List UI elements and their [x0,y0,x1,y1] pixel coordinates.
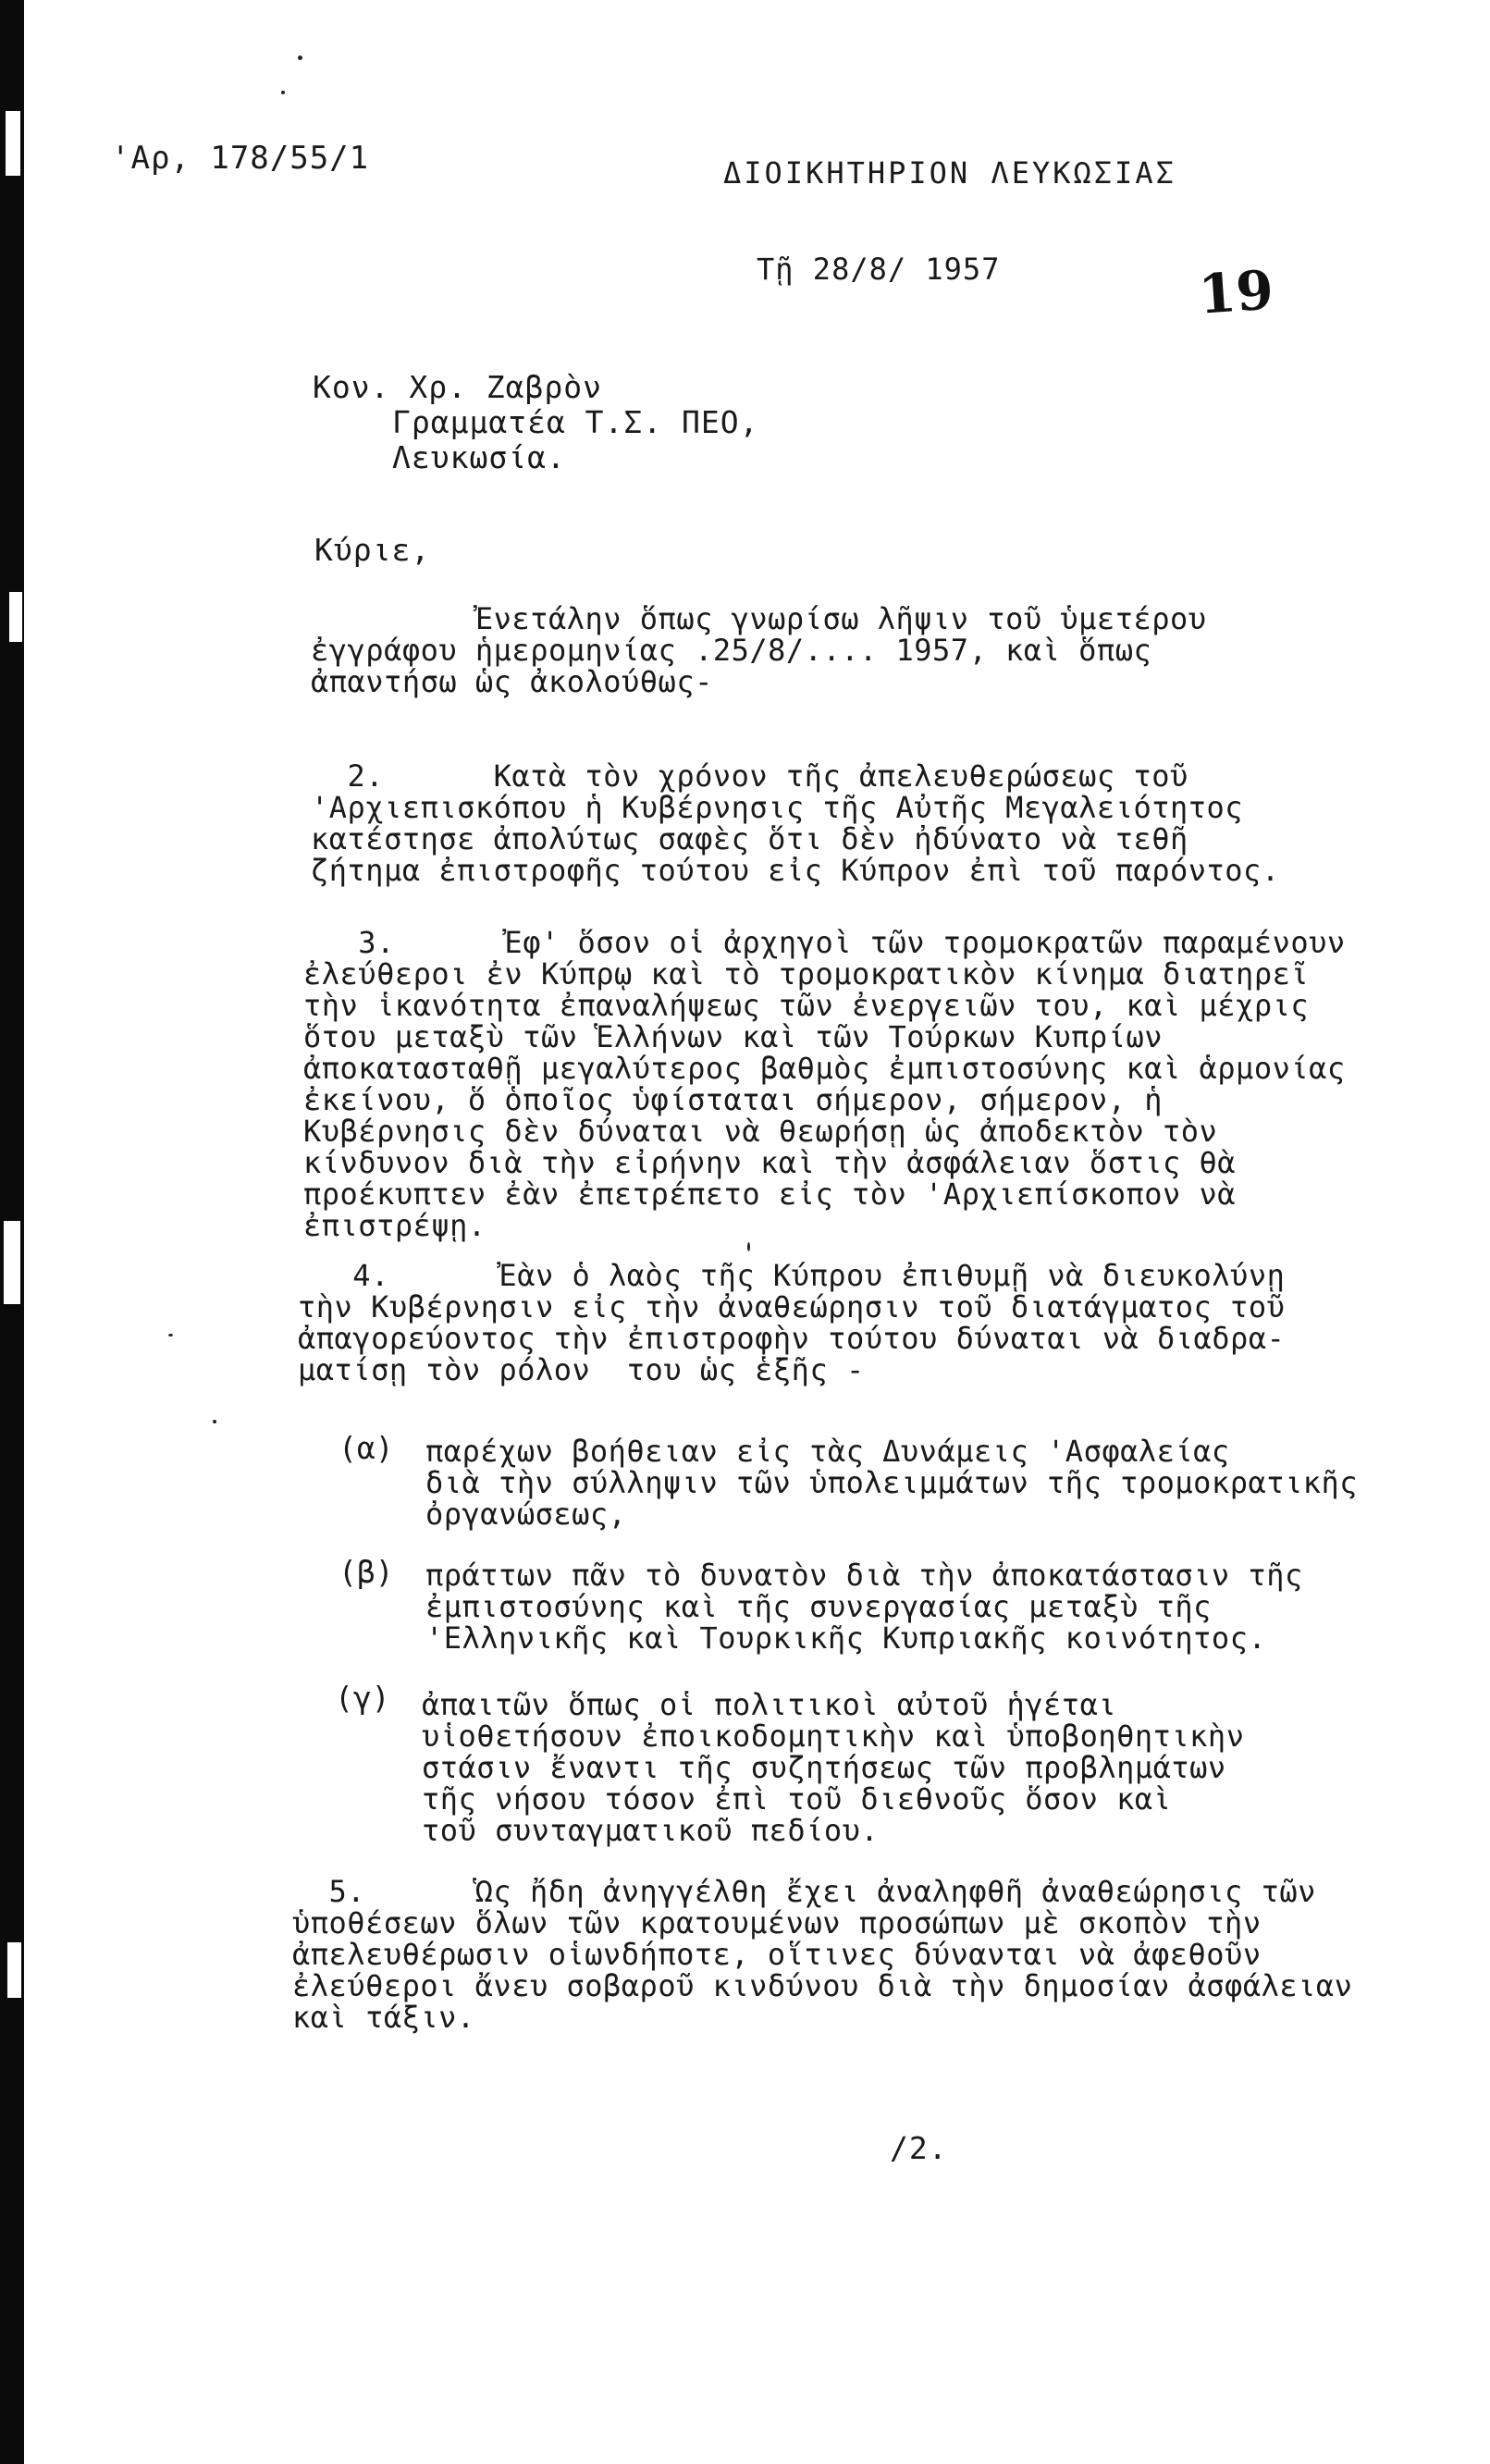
letter-date: Τῇ 28/8/ 1957 [757,252,1001,287]
edge-notch [9,592,22,642]
reference-number: 'Αρ, 178/55/1 [111,140,370,177]
paper-speck [298,55,302,60]
item-text-c: ἀπαιτῶν ὅπως οἱ πολιτικοὶ αὐτοῦ ἡγέται υἱοθετήσουν ἐποικοδομητικὴν καὶ ὑποβοηθητικὴν στάσιν ἔναντι τῆς συζητήσεως τῶν προβλημάτων τῆς νήσου τόσον ἐπὶ τοῦ διεθνοῦς ὅσον καὶ τοῦ συνταγματικοῦ πεδίου. [422,1687,1245,1848]
addressee-city: Λευκωσία. [392,439,566,475]
item-label-b: (β) [339,1554,394,1590]
paper-speck [281,91,285,94]
addressee-name: Κον. Χρ. Ζαβρὸν [313,369,603,405]
item-label-c: (γ) [335,1680,390,1716]
edge-notch [7,1942,21,1998]
paper-speck [747,1242,750,1251]
paper-speck [213,1420,216,1423]
edge-notch [4,1221,20,1304]
next-page-marker: /2. [890,2130,948,2166]
paragraph-3: 3. Ἐφ' ὅσον οἱ ἀρχηγοὶ τῶν τρομοκρατῶν παραμένουν ἐλεύθεροι ἐν Κύπρῳ καὶ τὸ τρομοκρατικὸν κίνημα διατηρεῖ τὴν ἱκανότητα ἐπαναλήψεως τῶν ἐνεργειῶν του, καὶ μέχρις ὅτου μεταξὺ τῶν Ἑλλήνων καὶ τῶν Τούρκων Κυπρίων ἀποκατασταθῇ μεγαλύτερος βαθμὸς ἐμπιστοσύνης καὶ ἁρμονίας ἐκείνου, ὅ ὁποῖος ὑφίσταται σήμερον, σήμερον, ἡ Κυβέρνησις δὲν δύναται νὰ θεωρήσῃ ὡς ἀποδεκτὸν τὸν κίνδυνον διὰ τὴν εἰρήνην καὶ τὴν ἀσφάλειαν ὅστις θὰ προέκυπτεν ἐὰν ἐπετρέπετο εἰς τὸν 'Αρχιεπίσκοπον νὰ ἐπιστρέψῃ. [303,925,1346,1243]
paragraph-2: 2. Κατὰ τὸν χρόνον τῆς ἀπελευθερώσεως τοῦ 'Αρχιεπισκόπου ἡ Κυβέρνησις τῆς Αὐτῆς Μεγαλειότητος κατέστησε ἀπολύτως σαφὲς ὅτι δὲν ἠδύνατο νὰ τεθῆ ζήτημα ἐπιστροφῆς τούτου εἰς Κύπρον ἐπὶ τοῦ παρόντος. [311,758,1280,888]
salutation: Κύριε, [314,532,431,568]
paragraph-5: 5. Ὡς ἤδη ἀνηγγέλθη ἔχει ἀναληφθῆ ἀναθεώρησις τῶν ὑποθέσεων ὅλων τῶν κρατουμένων προσώπων μὲ σκοπὸν τὴν ἀπελευθέρωσιν οἱωνδήποτε, οἵτινες δύνανται νὰ ἀφεθοῦν ἐλεύθεροι ἄνευ σοβαροῦ κινδύνου διὰ τὴν δημοσίαν ἀσφάλειαν καὶ τάξιν. [292,1874,1353,2035]
paragraph-4: 4. Ἐὰν ὁ λαὸς τῆς Κύπρου ἐπιθυμῇ νὰ διευκολύνῃ τὴν Κυβέρνησιν εἰς τὴν ἀναθεώρησιν τοῦ διατάγματος τοῦ ἀπαγορεύοντος τὴν ἐπιστροφὴν τούτου δύναται νὰ διαδρα- ματίσῃ τὸν ρόλον του ὡς ἑξῆς - [298,1258,1286,1387]
office-heading: ΔΙΟΙΚΗΤΗΡΙΟΝ ΛΕΥΚΩΣΙΑΣ [723,155,1176,191]
handwritten-page-number: 19 [1196,258,1275,326]
item-text-a: παρέχων βοήθειαν εἰς τὰς Δυνάμεις 'Ασφαλείας διὰ τὴν σύλληψιν τῶν ὑπολειμμάτων τῆς τρομοκρατικῆς ὀργανώσεως, [425,1434,1359,1532]
item-text-b: πράττων πᾶν τὸ δυνατὸν διὰ τὴν ἀποκατάστασιν τῆς ἐμπιστοσύνης καὶ τῆς συνεργασίας μεταξὺ τῆς 'Ελληνικῆς καὶ Τουρκικῆς Κυπριακῆς κοινότητος. [425,1558,1303,1656]
paper-speck [168,1334,173,1337]
edge-notch [6,111,20,176]
addressee-title: Γραμματέα Τ.Σ. ΠΕΟ, [392,404,759,440]
paragraph-1: Ἐνετάλην ὅπως γνωρίσω λῆψιν τοῦ ὑμετέρου ἐγγράφου ἡμερομηνίας .25/8/.... 1957, καὶ ὅπως ἀπαντήσω ὡς ἀκολούθως- [311,601,1207,699]
item-label-a: (α) [339,1430,394,1466]
